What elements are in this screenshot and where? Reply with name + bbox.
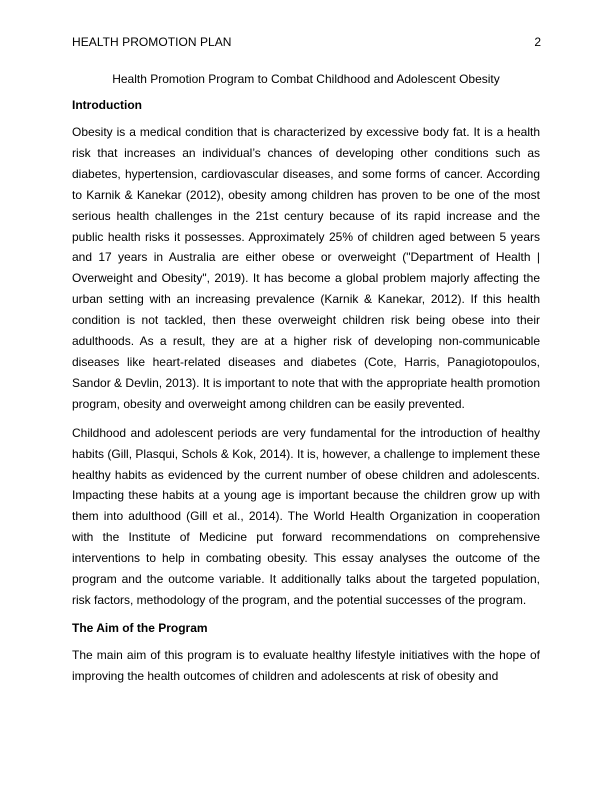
paragraph: Childhood and adolescent periods are very fundamental for the introduction of healthy habits (Gill, Plasqui, Schols & Kok, 2014). It is, however, a challenge to implement these healthy habits as evidenced by the current number of obese children and adolescents. Impacting these habits at a young age is important because the children grow up with them into adulthood (Gill et al., 2014). The World Health Organization in cooperation with the Institute of Medicine put forward recommendations on comprehensive interventions to help in combating obesity. This essay analyses the outcome of the program and the outcome variable. It additionally talks about the targeted population, risk factors, methodology of the program, and the potential successes of the program.: [72, 425, 540, 607]
page-number: 2: [534, 35, 541, 49]
running-head: HEALTH PROMOTION PLAN: [72, 35, 232, 49]
paragraph: The main aim of this program is to evaluate healthy lifestyle initiatives with the hope of improving the health outcomes of children and adolescents at risk of obesity and: [72, 647, 540, 683]
section-heading-introduction: Introduction: [72, 98, 142, 112]
paragraph: Obesity is a medical condition that is characterized by excessive body fat. It is a health risk that increases an individual’s chances of developing other conditions such as diabetes, hypertension, cardiovascular diseases, and some forms of cancer. According to Karnik & Kanekar (2012), obesity among children has proven to be one of the most serious health challenges in the 21st century because of its rapid increase and the public health risks it possesses. Approximately 25% of children aged between 5 years and 17 years in Australia are either obese or overweight ("Department of Health | Overweight and Obesity", 2019). It has become a global problem majorly affecting the urban setting with an increasing prevalence (Karnik & Kanekar, 2012). If this health condition is not tackled, then these overweight children risk being obese into their adulthoods. As a result, they are at a higher risk of developing non-communicable diseases like heart-related diseases and diabetes (Cote, Harris, Panagiotopoulos, Sandor & Devlin, 2013). It is important to note that with the appropriate health promotion program, obesity and overweight among children can be easily prevented.: [72, 125, 540, 411]
document-title: Health Promotion Program to Combat Childhood and Adolescent Obesity: [112, 72, 500, 86]
document-body: [72, 70, 540, 695]
section-heading-aim: The Aim of the Program: [72, 620, 208, 635]
